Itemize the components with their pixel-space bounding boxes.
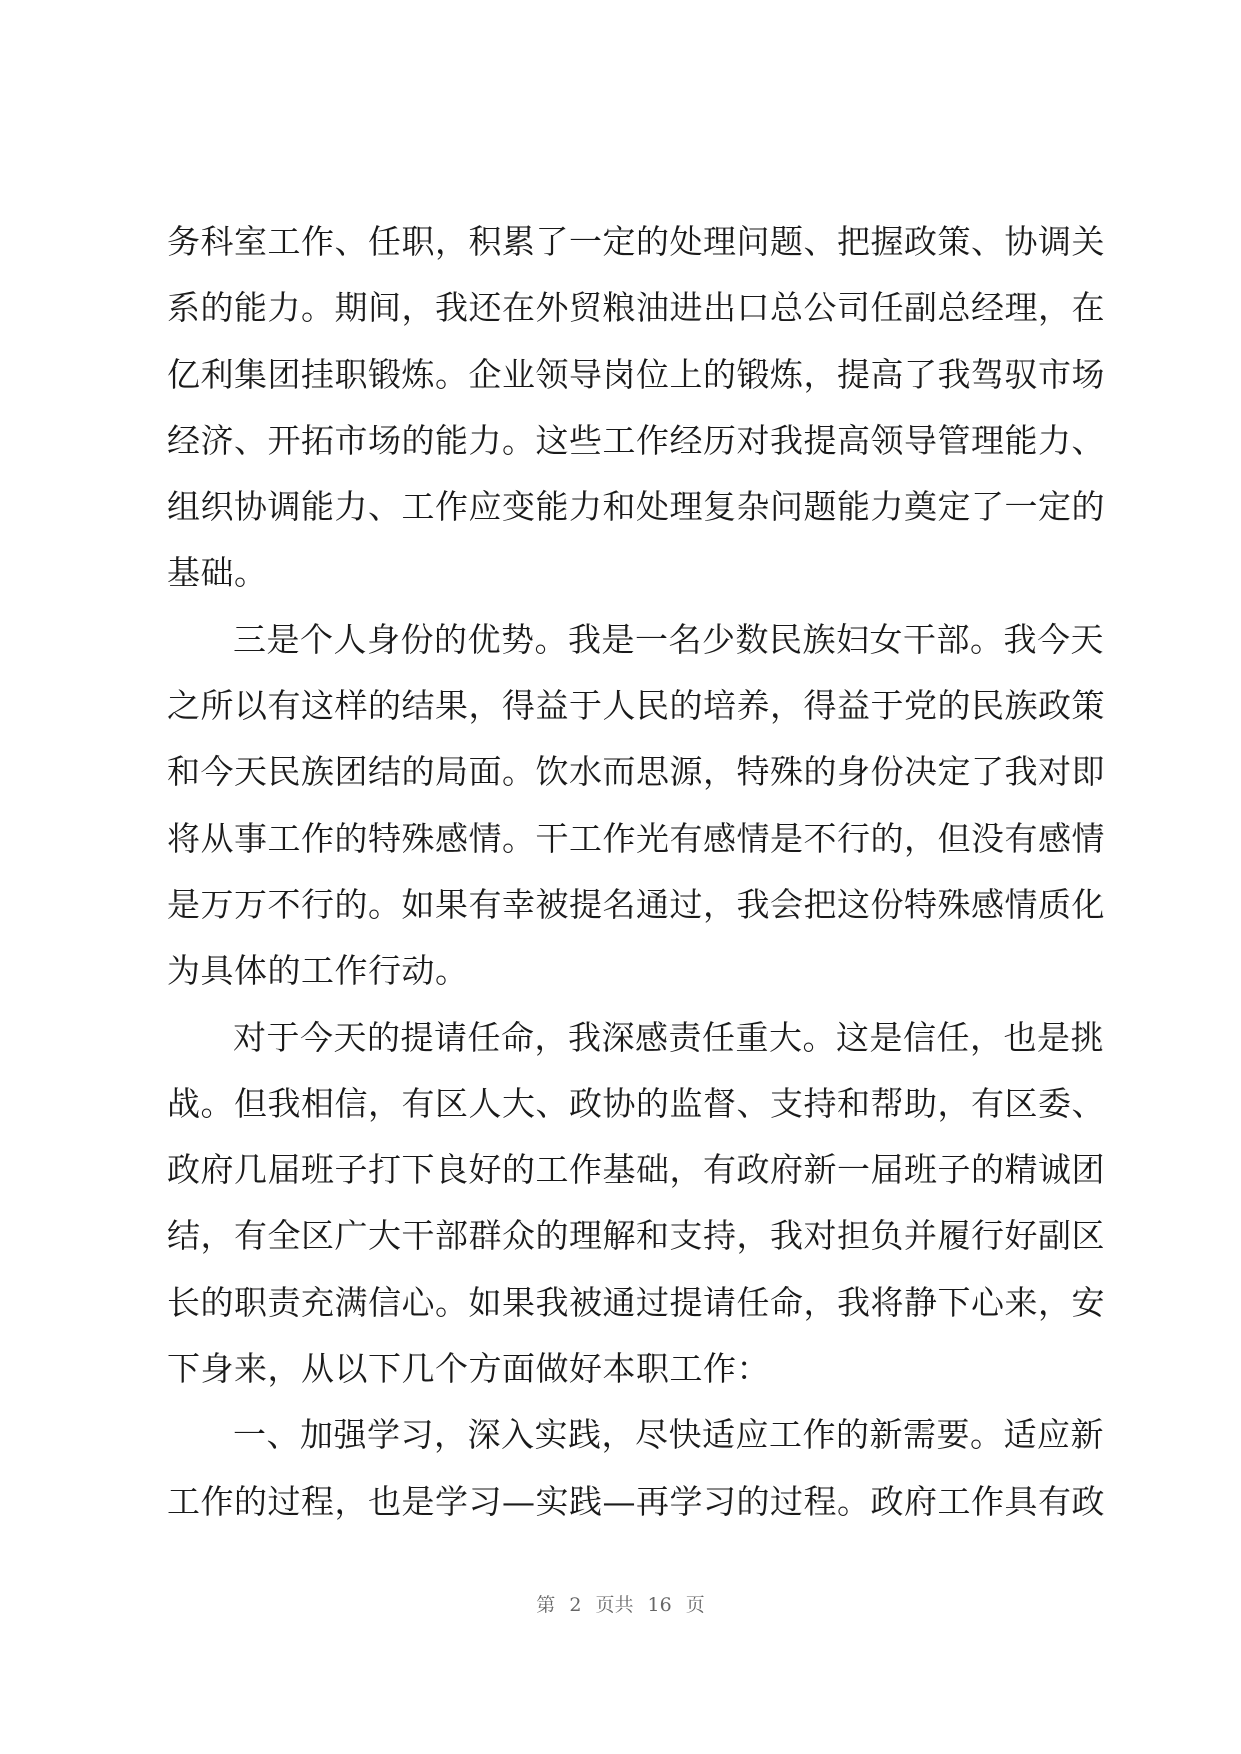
text-line: 政府几届班子打下良好的工作基础，有政府新一届班子的精诚团	[167, 1150, 1105, 1190]
text-line: 务科室工作、任职，积累了一定的处理问题、把握政策、协调关	[167, 222, 1105, 261]
text-line: 将从事工作的特殊感情。干工作光有感情是不行的，但没有感情	[167, 818, 1105, 858]
document-body	[167, 222, 1105, 1548]
text-line: 经济、开拓市场的能力。这些工作经历对我提高领导管理能力、	[167, 420, 1105, 460]
text-line: 结，有全区广大干部群众的理解和支持，我对担负并履行好副区	[167, 1216, 1105, 1256]
text-line: 和今天民族团结的局面。饮水而思源，特殊的身份决定了我对即	[167, 752, 1105, 792]
page-number-footer: 第 2 页共 16 页	[536, 1594, 705, 1616]
text-line: 基础。	[167, 553, 268, 593]
text-line: 为具体的工作行动。	[167, 951, 469, 991]
text-line: 组织协调能力、工作应变能力和处理复杂问题能力奠定了一定的	[167, 487, 1105, 527]
text-line: 是万万不行的。如果有幸被提名通过，我会把这份特殊感情质化	[167, 884, 1105, 924]
text-line: 系的能力。期间，我还在外贸粮油进出口总公司任副总经理，在	[167, 288, 1105, 328]
text-line: 三是个人身份的优势。我是一名少数民族妇女干部。我今天	[233, 619, 1104, 659]
text-line: 对于今天的提请任命，我深感责任重大。这是信任，也是挑	[233, 1017, 1104, 1057]
text-line: 长的职责充满信心。如果我被通过提请任命，我将静下心来，安	[167, 1282, 1105, 1322]
text-line: 下身来，从以下几个方面做好本职工作：	[167, 1349, 770, 1389]
text-line: 亿利集团挂职锻炼。企业领导岗位上的锻炼，提高了我驾驭市场	[167, 354, 1105, 394]
text-line: 工作的过程，也是学习—实践—再学习的过程。政府工作具有政	[167, 1481, 1105, 1521]
text-line: 一、加强学习，深入实践，尽快适应工作的新需要。适应新	[233, 1415, 1104, 1455]
text-line: 战。但我相信，有区人大、政协的监督、支持和帮助，有区委、	[167, 1083, 1105, 1123]
text-line: 之所以有这样的结果，得益于人民的培养，得益于党的民族政策	[167, 686, 1105, 726]
